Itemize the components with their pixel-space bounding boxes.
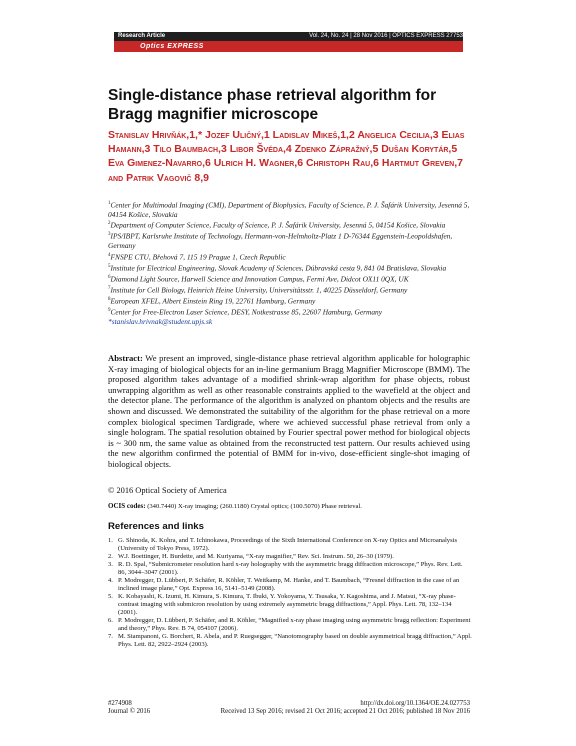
affiliation-6: $^6$Diamond Light Source, Harwell Science and Innovation Campus, Fermi Ave, Didcot OX11 0QX, UK xyxy=(108,274,409,284)
abstract-text: We present an improved, single-distance phase retrieval algorithm applicable for holographic X-ray imaging of biological objects for an in-line germanium Bragg Magnifier Microscope (BMM). The proposed algorithm takes advantage of a modified shrink-wrap algorithm for phase objects, robust unwrapping algorithm as well as other reasonable constraints applied to the wavefield at the object and the detector plane. The performance of the algorithm is analyzed on phantom objects and the results are shown and discussed. We demonstrated the suitability of the algorithm for the phase retrieval on a more complex biological specimen Tardigrade, where we achieved successful phase retrieval from only a single hologram. The spatial resolution obtained by Fourier spectral power method for biological objects is ~ 300 nm, the same value as obtained from the reconstructed test pattern. Our results achieved using the new algorithm confirmed the potential of BMM for in-vivo, dose-efficient single-shot imaging of biological objects. xyxy=(108,353,471,469)
paper-title: Single-distance phase retrieval algorithm for Bragg magnifier microscope xyxy=(108,87,437,123)
reference-item: 4. P. Modregger, D. Lübbert, P. Schäfer, R. Köhler, T. Weitkamp, M. Hanke, and T. Baumbach, “Fresnel diffraction in the case of an inclined image plane,” Opt. Express 16, 5141–5149 (2008). xyxy=(108,577,460,592)
reference-item: 3. R. D. Spal, “Submicrometer resolution hard x-ray holography with the asymmetric bragg diffraction microscope,” Phys. Rev. Lett. 86, 3044–3047 (2001). xyxy=(108,561,463,576)
affiliation-3: $^3$IPS/IBPT, Karlsruhe Institute of Technology, Hermann-von-Helmholtz-Platz 1 D-76344 Eggenstein-Leopoldshafen, Germany xyxy=(108,231,453,251)
footer-left xyxy=(108,700,208,716)
reference-item: 6. P. Modregger, D. Lübbert, P. Schäfer, and R. Köhler, “Magnified x-ray phase imaging using asymmetric bragg reflection: Experiment and theory,” Phys. Rev. B 74, 054107 (2006). xyxy=(108,617,471,632)
copyright: © 2016 Optical Society of America xyxy=(108,486,227,495)
reference-item: 5. K. Kobayashi, K. Izumi, H. Kimura, S. Kimura, T. Ibuki, Y. Yokoyama, Y. Tsusaka, Y. Kagoshima, and J. Matsui, “X-ray phase-contrast imaging with submicron resolution by using extremely asymmetric bragg diffractions,” Appl. Phys. Lett. 78, 132–134 (2001). xyxy=(108,593,456,616)
author-list: Stanislav Hrivňák,1,* Jozef Uličný,1 Ladislav Mikeš,1,2 Angelica Cecilia,3 Elias Hamann,3 Tilo Baumbach,3 Libor Švéda,4 Zdenko Zápražný,5 Dušan Korytár,5 Eva Gimenez-Navarro,6 Ulrich H. Wagner,6 Christoph Rau,6 Hartmut Greven,7 and Patrik Vagovič 8,9 xyxy=(108,129,465,184)
doi-link[interactable]: http://dx.doi.org/10.1364/OE.24.027753 xyxy=(360,700,470,707)
citation-line: Vol. 24, No. 24 | 28 Nov 2016 | OPTICS EXPRESS 27753 xyxy=(309,33,463,39)
reference-item: 2. W.J. Boettinger, H. Burdette, and M. Kuriyama, “X-ray magnifier,” Rev. Sci. Instrum. 50, 26–30 (1979). xyxy=(108,553,394,560)
ocis-label: OCIS codes: xyxy=(108,502,146,510)
affiliation-1: $^1$Center for Multimodal Imaging (CMI), Department of Biophysics, Faculty of Science, P. J. Šafárik University, Jesenná 5, 04154 Košice, Slovakia xyxy=(108,200,470,219)
references-heading: References and links xyxy=(108,521,204,532)
affiliation-4: $^4$FNSPE CTU, Břehová 7, 115 19 Prague 1, Czech Republic xyxy=(108,252,286,262)
affiliations xyxy=(108,199,470,326)
abstract xyxy=(108,353,470,470)
publication-dates: Received 13 Sep 2016; revised 21 Oct 2016; accepted 21 Oct 2016; published 18 Nov 2016 xyxy=(220,708,470,715)
reference-item: 1. G. Shinoda, K. Kohra, and T. Ichinokawa, Proceedings of the Sixth International Conference on X-ray Optics and Microanalysis (University of Tokyo Press, 1972). xyxy=(108,537,458,552)
affiliation-9: $^9$Center for Free-Electron Laser Science, DESY, Notkestrasse 85, 22607 Hamburg, Germany xyxy=(108,307,382,317)
affiliation-2: $^2$Department of Computer Science, Faculty of Science, P. J. Šafárik University, Jesenná 5, 04154 Košice, Slovakia xyxy=(108,220,446,230)
corresponding-email[interactable]: *stanislav.hrivnak@student.upjs.sk xyxy=(108,316,213,326)
footer-right xyxy=(220,700,470,716)
section-label: Research Article xyxy=(114,32,463,41)
journal-logo: Optics EXPRESS xyxy=(114,41,463,52)
affiliation-7: $^7$Institute for Cell Biology, Heinrich Heine University, Universitätsstr. 1, 40225 Düsseldorf, Germany xyxy=(108,285,408,295)
affiliation-5: $^5$Institute for Electrical Engineering, Slovak Academy of Sciences, Dúbravská cesta 9, 841 04 Bratislava, Slovakia xyxy=(108,263,447,273)
ocis-text: (340.7440) X-ray imaging; (260.1180) Crystal optics; (100.5070) Phase retrieval. xyxy=(147,503,362,510)
references-list xyxy=(108,537,472,649)
reference-item: 7. M. Stampanoni, G. Borchert, R. Abela, and P. Ruegsegger, “Nanotomography based on double asymmetrical bragg diffraction,” Appl. Phys. Lett. 82, 2922–2924 (2003). xyxy=(108,633,472,648)
ocis-codes xyxy=(108,502,470,511)
abstract-label: Abstract: xyxy=(108,353,143,363)
article-id: #274908 xyxy=(108,700,132,707)
journal-year: Journal © 2016 xyxy=(108,708,151,715)
affiliation-8: $^8$European XFEL, Albert Einstein Ring 19, 22761 Hamburg, Germany xyxy=(108,296,316,306)
